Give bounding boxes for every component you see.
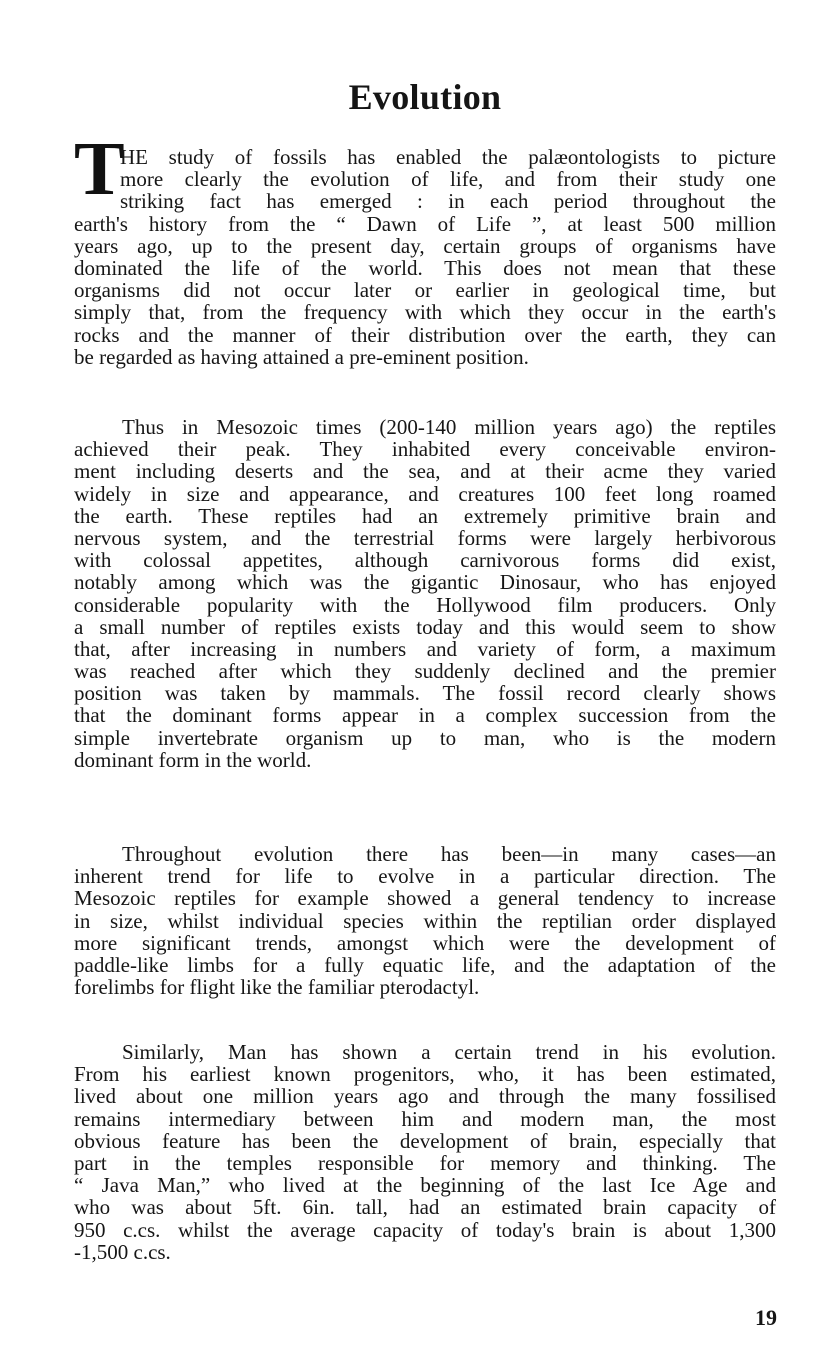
text-line: simply that, from the frequency with which they occur in the earth's	[74, 300, 776, 325]
text-line: simple invertebrate organism up to man, who is the modern	[74, 725, 776, 750]
text-line: widely in size and appearance, and creatures 100 feet long roamed	[74, 481, 776, 506]
text-line: remains intermediary between him and modern man, the most	[74, 1106, 776, 1131]
text-line: HE study of fossils has enabled the palæontologists to picture	[120, 145, 776, 169]
text-line: “ Java Man,” who lived at the beginning of the last Ice Age and	[74, 1173, 776, 1198]
text-line: dominated the life of the world. This does not mean that these	[74, 255, 776, 280]
text-line: notably among which was the gigantic Dinosaur, who has enjoyed	[74, 570, 776, 595]
text-line: in size, whilst individual species within the reptilian order displayed	[74, 908, 776, 933]
text-line: 950 c.cs. whilst the average capacity of today's brain is about 1,300	[74, 1217, 776, 1242]
text-line: the earth. These reptiles had an extremely primitive brain and	[74, 503, 776, 528]
text-line: part in the temples responsible for memory and thinking. The	[74, 1150, 776, 1175]
text-line: paddle-like limbs for a fully equatic life, and the adaptation of the	[74, 952, 776, 977]
text-line: was reached after which they suddenly declined and the premier	[74, 659, 776, 684]
text-line: inherent trend for life to evolve in a particular direction. The	[74, 864, 776, 889]
text-line: striking fact has emerged : in each period throughout the	[120, 189, 776, 214]
text-line: From his earliest known progenitors, who, it has been estimated,	[74, 1062, 776, 1087]
text-line: Thus in Mesozoic times (200-140 million years ago) the reptiles	[122, 415, 776, 439]
page-number: 19	[755, 1305, 777, 1330]
text-line: dominant form in the world.	[74, 747, 312, 772]
text-line: ment including deserts and the sea, and at their acme they varied	[74, 459, 776, 484]
paragraph-4	[74, 1041, 776, 1263]
text-line: lived about one million years ago and through the many fossilised	[74, 1084, 776, 1109]
text-line: organisms did not occur later or earlier in geological time, but	[74, 278, 776, 303]
page-title: Evolution	[348, 77, 502, 118]
text-line: a small number of reptiles exists today and this would seem to show	[74, 614, 776, 639]
text-line: -1,500 c.cs.	[74, 1239, 171, 1264]
text-line: that, after increasing in numbers and variety of form, a maximum	[74, 636, 776, 661]
text-line: years ago, up to the present day, certain groups of organisms have	[74, 233, 776, 258]
text-line: more clearly the evolution of life, and from their study one	[120, 167, 776, 192]
text-line: be regarded as having attained a pre-eminent position.	[74, 344, 529, 369]
text-line: with colossal appetites, although carnivorous forms did exist,	[74, 548, 776, 573]
text-line: Throughout evolution there has been—in many cases—an	[122, 842, 776, 866]
text-line: Similarly, Man has shown a certain trend in his evolution.	[122, 1040, 776, 1064]
text-line: rocks and the manner of their distribution over the earth, they can	[74, 322, 776, 347]
text-line: achieved their peak. They inhabited every conceivable environ-	[74, 437, 776, 462]
paragraph-1	[74, 146, 776, 368]
drop-cap: T	[74, 127, 125, 211]
text-line: earth's history from the “ Dawn of Life ”, at least 500 million	[74, 211, 776, 236]
text-line: who was about 5ft. 6in. tall, had an estimated brain capacity of	[74, 1195, 776, 1220]
paragraph-3	[74, 843, 776, 998]
text-line: that the dominant forms appear in a complex succession from the	[74, 703, 776, 728]
paragraph-2	[74, 416, 776, 771]
text-line: forelimbs for flight like the familiar pterodactyl.	[74, 975, 480, 1000]
text-line: more significant trends, amongst which were the development of	[74, 930, 776, 955]
text-line: Mesozoic reptiles for example showed a general tendency to increase	[74, 886, 776, 911]
text-line: nervous system, and the terrestrial forms were largely herbivorous	[74, 525, 776, 550]
text-line: considerable popularity with the Hollywood film producers. Only	[74, 592, 776, 617]
text-line: obvious feature has been the development of brain, especially that	[74, 1128, 776, 1153]
text-line: position was taken by mammals. The fossil record clearly shows	[74, 681, 776, 706]
